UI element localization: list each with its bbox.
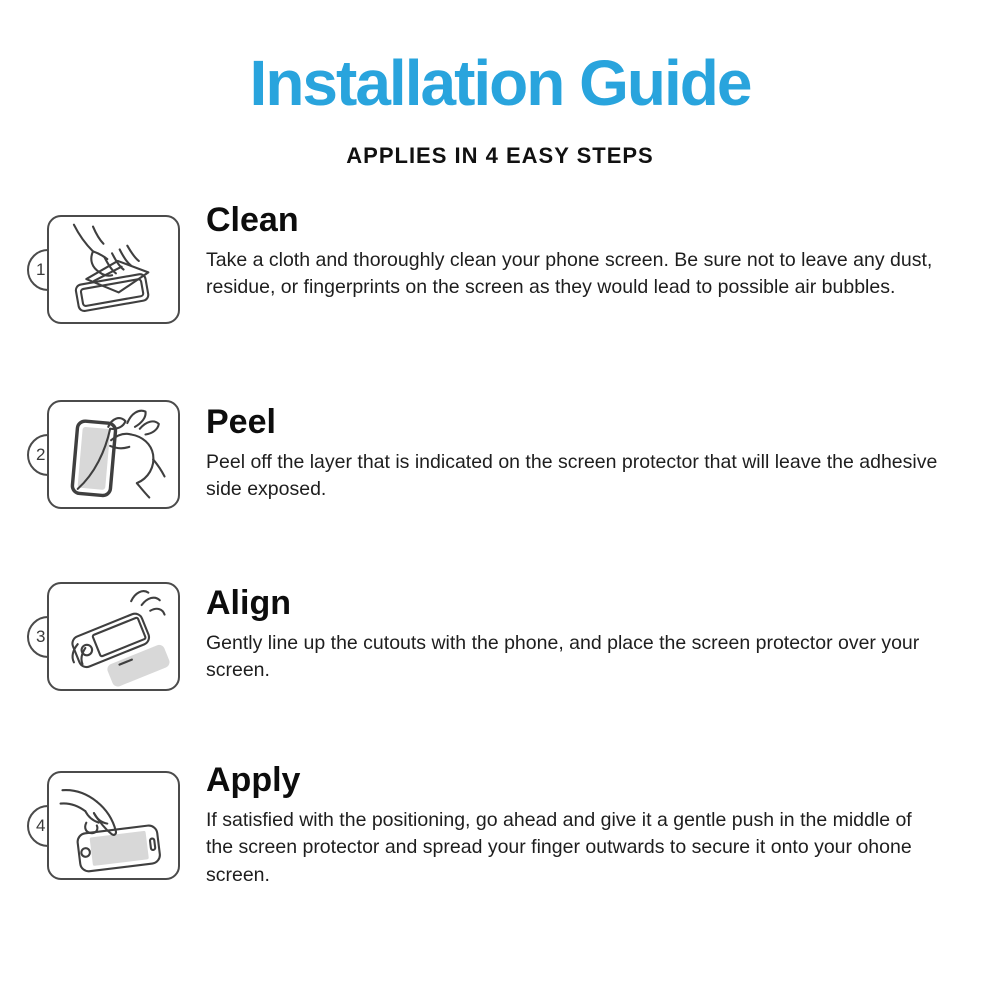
peel-layer-icon — [49, 403, 178, 507]
illustration-frame — [47, 771, 180, 880]
step-icon-box — [36, 215, 180, 324]
step-peel — [36, 403, 957, 509]
illustration-frame — [47, 215, 180, 324]
page-title: Installation Guide — [249, 47, 751, 119]
step-description: Take a cloth and thoroughly clean your phone screen. Be sure not to leave any dust, residue, or fingerprints on the screen as they would lead to possible air bubbles. — [206, 248, 933, 299]
wipe-phone-icon — [49, 218, 178, 322]
illustration-frame — [47, 400, 180, 509]
step-number: 3 — [36, 626, 46, 646]
step-icon-box — [36, 582, 180, 691]
step-number: 4 — [36, 815, 46, 835]
step-description: Peel off the layer that is indicated on the screen protector that will leave the adhesive side exposed. — [206, 450, 938, 501]
step-icon-box — [36, 771, 180, 880]
step-number: 1 — [36, 259, 46, 279]
step-title: Apply — [206, 761, 301, 799]
step-title: Clean — [206, 201, 299, 239]
step-icon-box — [36, 400, 180, 509]
illustration-frame — [47, 582, 180, 691]
step-text — [206, 586, 943, 691]
step-text — [206, 405, 943, 509]
step-apply — [36, 761, 957, 890]
press-screen-icon — [49, 774, 178, 878]
step-number: 2 — [36, 444, 46, 464]
page-subtitle: APPLIES IN 4 EASY STEPS — [346, 143, 654, 168]
align-protector-icon — [49, 585, 178, 689]
step-align — [36, 584, 957, 691]
step-clean — [36, 201, 957, 324]
step-title: Peel — [206, 403, 276, 441]
step-description: Gently line up the cutouts with the phone, and place the screen protector over your screen. — [206, 631, 920, 682]
step-text — [206, 203, 943, 324]
step-title: Align — [206, 584, 291, 622]
step-text — [206, 763, 943, 890]
step-description: If satisfied with the positioning, go ahead and give it a gentle push in the middle of the screen protector and spread your finger outwards to secure it onto your ohone screen. — [206, 808, 912, 887]
